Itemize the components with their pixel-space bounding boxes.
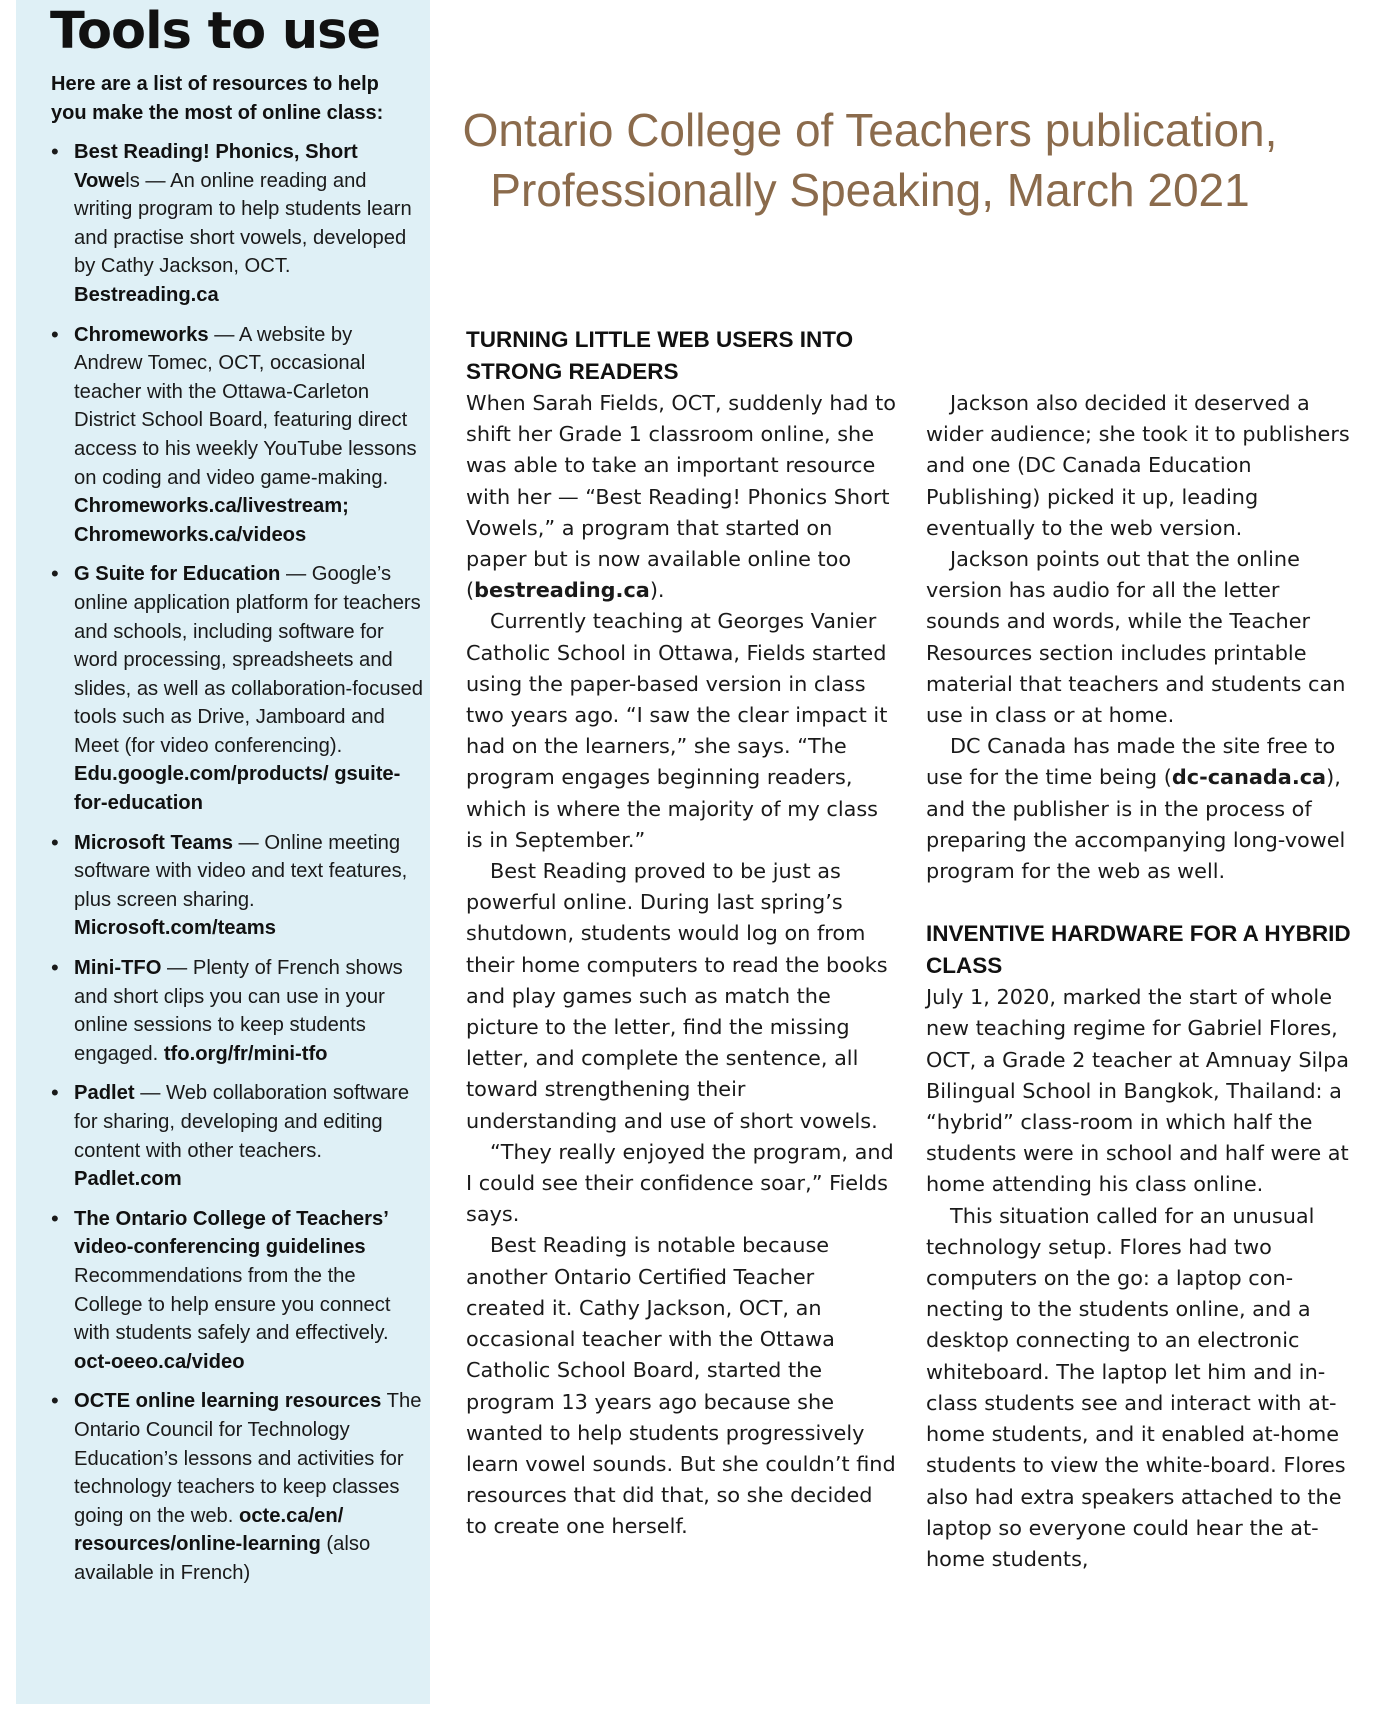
resource-name: Mini-TFO xyxy=(74,957,162,980)
article-paragraph: Jackson points out that the online version has audio for all the letter sounds and words, while the Teacher Resources section includes printable material that teachers and students can use in class or at home. xyxy=(926,547,1346,728)
resource-description: — Web collaboration software for sharing, developing and editing content with other teachers. xyxy=(74,1082,410,1162)
publication-line-2: Professionally Speaking, March 2021 xyxy=(490,164,1250,216)
resource-item-chromeworks xyxy=(51,321,423,550)
sidebar-title: Tools to use xyxy=(50,2,381,61)
resource-description: — A website by Andrew Tomec, OCT, occasional teacher with the Ottawa-Carleton District School Board, featuring direct access to his weekly YouTube lessons on coding and video game-making. xyxy=(74,323,417,489)
resource-item-g-suite xyxy=(51,560,423,817)
article-link[interactable]: bestreading.ca xyxy=(474,578,650,603)
resource-item-microsoft-teams xyxy=(51,829,423,943)
resource-description: ls — An online reading and writing program to help students learn and practise short vowels, developed by Cathy Jackson, OCT. xyxy=(74,169,412,278)
resource-item-octe xyxy=(51,1387,423,1587)
tools-sidebar xyxy=(16,0,430,1704)
resource-description: Recommendations from the the College to help ensure you connect with students safely and effectively. xyxy=(74,1264,391,1345)
article-paragraph: Best Reading proved to be just as powerful online. During last spring’s shutdown, students would log on from their home computers to read the books and play games such as match the picture to the letter, find the missing letter, and complete the sentence, all toward strengthening their understanding and use of short vowels. xyxy=(466,859,888,1133)
article-paragraph: Best Reading is notable because another Ontario Certified Teacher created it. Cathy Jackson, OCT, an occasional teacher with the Ottawa Catholic School Board, started the program 13 years ago because she wanted to help students progressively learn vowel sounds. But she couldn’t find resources that did that, so she decided to create one herself. xyxy=(466,1233,896,1539)
resource-name: OCTE online learning resources xyxy=(74,1390,382,1413)
resource-item-best-reading xyxy=(51,138,423,310)
article-paragraph: This situation called for an unusual technology setup. Flores had two computers on the go: a laptop con-necting to the students online, and a desktop connecting to an electronic whiteboard. The laptop let him and in-class students see and interact with at-home students, and it enabled at-home students to view the white-board. Flores also had extra speakers attached to the laptop so everyone could hear the at-home students, xyxy=(926,1203,1346,1571)
resource-link[interactable]: Padlet.com xyxy=(74,1168,182,1191)
resource-name: Microsoft Teams xyxy=(74,831,233,854)
resource-note: (also available in French) xyxy=(74,1533,371,1584)
article-paragraph: “They really enjoyed the program, and I could see their confidence soar,” Fields says. xyxy=(466,1139,894,1227)
resource-description: — Google’s online application platform for teachers and schools, including software for word processing, spreadsheets and slides, as well as collaboration-focused tools such as Drive, Jamboard and Meet (for video conferencing). xyxy=(74,563,423,757)
resource-link[interactable]: Chromeworks.ca/livestream; xyxy=(74,495,349,518)
resource-link[interactable]: tfo.org/fr/mini-tfo xyxy=(163,1042,328,1065)
article-paragraph: Jackson also decided it deserved a wider audience; she took it to publishers and one (DC Canada Education Publishing) picked it up, leading eventually to the web version. xyxy=(926,391,1350,540)
resource-name: G Suite for Education xyxy=(74,563,281,586)
article-paragraph: Currently teaching at Georges Vanier Catholic School in Ottawa, Fields started using the paper-based version in class two years ago. “I saw the clear impact it had on the learners,” she says. “The program engages beginning readers, which is where the majority of my class is in September.” xyxy=(466,609,888,852)
resource-link[interactable]: Bestreading.ca xyxy=(74,283,219,306)
resource-item-mini-tfo xyxy=(51,954,423,1068)
article-column-right xyxy=(926,388,1356,1575)
article-column-left xyxy=(466,324,896,1543)
resource-description: The Ontario Council for Technology Education’s lessons and activities for technology teachers to keep classes going on the web. xyxy=(74,1390,422,1527)
article-paragraph: When Sarah Fields, OCT, suddenly had to shift her Grade 1 classroom online, she was able to take an important resource with her — “Best Reading! Phonics Short Vowels,” a program that started on paper but is now available online too (bestreading.ca). xyxy=(466,391,896,603)
article-heading: TURNING LITTLE WEB USERS INTO STRONG READERS xyxy=(466,327,854,384)
resource-link[interactable]: Microsoft.com/teams xyxy=(74,917,276,940)
resource-link[interactable]: oct-oeeo.ca/video xyxy=(74,1350,245,1373)
article-link[interactable]: dc-canada.ca xyxy=(1171,765,1327,790)
resource-name: Best Reading! Phonics, Short Vowe xyxy=(74,141,358,192)
article-paragraph: July 1, 2020, marked the start of whole new teaching regime for Gabriel Flores, OCT, a Grade 2 teacher at Amnuay Silpa Bilingual School in Bangkok, Thailand: a “hybrid” class-room in which half the students were in school and half were at home attending his class online. xyxy=(926,985,1350,1197)
article-heading: INVENTIVE HARDWARE FOR A HYBRID CLASS xyxy=(926,921,1351,979)
resource-list xyxy=(51,138,423,1599)
resource-name: The Ontario College of Teachers’ video-conferencing guidelines xyxy=(74,1207,388,1259)
resource-link[interactable]: Chromeworks.ca/videos xyxy=(74,523,307,546)
resource-description: — Online meeting software with video and text features, plus screen sharing. xyxy=(74,831,408,911)
article-paragraph: DC Canada has made the site free to use for the time being (dc-canada.ca), and the publisher is in the process of preparing the accompanying long-vowel program for the web as well. xyxy=(926,734,1346,884)
resource-name: Padlet xyxy=(74,1082,135,1105)
sidebar-intro: Here are a list of resources to help you make the most of online class: xyxy=(51,73,384,124)
resource-item-oct-guidelines xyxy=(51,1205,423,1377)
publication-line-1: Ontario College of Teachers publication, xyxy=(462,104,1278,156)
publication-title xyxy=(440,100,1300,220)
resource-name: Chromeworks xyxy=(74,323,209,346)
resource-item-padlet xyxy=(51,1079,423,1193)
resource-description: — Plenty of French shows and short clips you can use in your online sessions to keep students engaged. xyxy=(74,957,403,1065)
resource-link[interactable]: Edu.google.com/products/ gsuite-for-education xyxy=(74,763,401,815)
resource-link[interactable]: octe.ca/en/ resources/online-learning xyxy=(74,1504,344,1556)
